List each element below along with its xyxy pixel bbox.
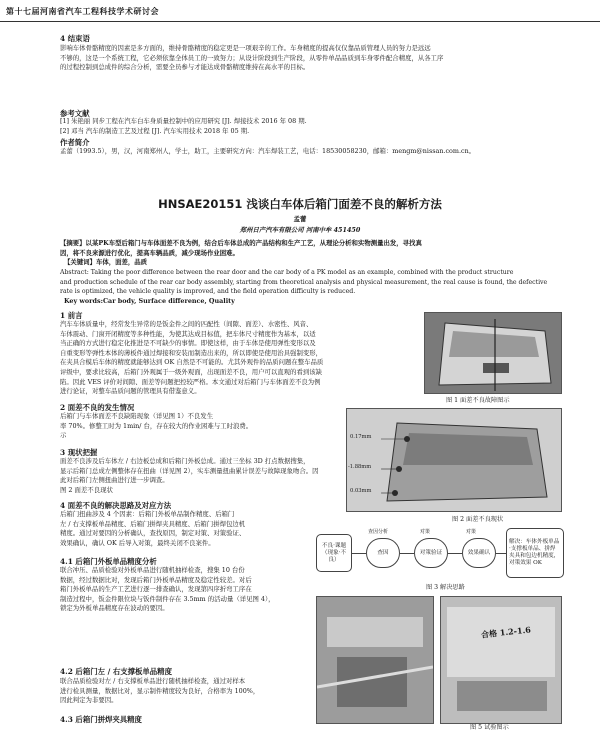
s42-heading: 4.2 后箱门左 / 右支撑板单品精度 — [60, 667, 172, 676]
flow-box-cause: 查因 — [366, 538, 400, 568]
flow-label: 对策 — [466, 529, 477, 535]
abstract-en — [60, 268, 560, 297]
keywords-cn: 【关键词】车体，面差，品质 — [64, 258, 148, 266]
running-header: 第十七届河南省汽车工程科技学术研讨会 — [6, 6, 159, 16]
conclusion-line: 影响车体骨骼精度的因素是多方面的，维持骨骼精度的稳定更是一项艰辛的工作。车身精度的提高仅仅靠品质管理人员的努力是远远 — [60, 44, 431, 52]
measurement-diagram — [347, 409, 561, 511]
figure-3-flow — [316, 528, 566, 578]
figure-5-photo — [440, 596, 562, 724]
body-line: 进行检具测量，数据比对，显示制件精度较为良好，合格率为 100%， — [60, 686, 260, 695]
conclusion-text — [60, 44, 560, 73]
article-author: 孟蕾 — [293, 215, 307, 223]
flow-box-problem: 不良·课题（现象·不良） — [316, 534, 352, 572]
body-line: 左 / 右支撑板单品精度、后箱门拼焊夹具精度、后箱门拼焊包边机 — [60, 519, 246, 528]
figure-1-caption: 图 1 面差不良故障图示 — [446, 397, 510, 404]
body-line: 率 70%。修整工时为 1min/ 台，存在较大的作业困难与工时浪费。 — [60, 421, 253, 430]
body-line: 进行论证，对整车品质问题的管理具有借鉴意义。 — [60, 387, 201, 396]
photo-annotation: 合格 1.2-1.6 — [480, 624, 532, 640]
flow-arrow — [496, 553, 506, 554]
flow-box-verify: 对策验证 — [414, 538, 448, 568]
s2-heading: 2 面差不良的发生情况 — [60, 403, 135, 412]
header-rule — [0, 21, 600, 22]
figure-2-caption: 图 2 面差不良现状 — [452, 516, 504, 523]
measure-label: 0.03mm — [350, 488, 372, 494]
abstract-line: 【摘要】以某PK车型后箱门与车体面差不良为例，结合后车体总成的产品结构和生产工艺，从理论分析和实物测量出发，寻找真 — [60, 239, 422, 247]
s3-heading: 3 现状把握 — [60, 448, 98, 457]
die-photo — [317, 597, 433, 723]
article-title: HNSAE20151 浅谈白车体后箱门面差不良的解析方法 — [158, 197, 442, 211]
body-line: 面差不良涉及后车体左 / 右边板总成和后箱门外板总成。通过三坐标 3D 打点数据搜集， — [60, 457, 310, 465]
body-line: 联合品质检验对左 / 右支撑板单品进行随机抽样检查，通过对样本 — [60, 677, 246, 685]
flow-box-solution: 解决：车体外板单品·支撑板单品、拼焊夹具和包边机精度，对策效果 OK — [506, 528, 564, 578]
conclusion-heading: 4 结束语 — [60, 34, 90, 43]
ref-item: [1] 朱艳丽 同步工程在汽车白车身质量控制中的应用研究 [J]. 焊接技术 2016 年 08 期. — [60, 117, 307, 125]
body-line: 图 2 面差不良现状 — [60, 485, 113, 494]
figure-5-caption: 图 5 试验图示 — [470, 724, 509, 731]
s41-body — [60, 566, 310, 614]
body-line: 显示后箱门总成左侧整体存在扭曲（详见图 2），实车测量扭曲累计误差与故障现象吻合。因 — [60, 466, 319, 475]
flow-arrow — [448, 553, 462, 554]
refs-list — [60, 117, 560, 136]
figure-3-caption: 图 3 解决思路 — [426, 584, 465, 591]
bio-heading: 作者简介 — [60, 138, 90, 147]
body-line: 陷。因此 VES 评价对间隙、面差等问题把控较严格。本文通过对后箱门与车体面差不良为例 — [60, 377, 321, 386]
body-line: 自重变形等弹性本体的薄板件通过焊接和安装而制造出来的，所以即使是使用治具强制变形， — [60, 348, 323, 357]
measure-label: -1.88mm — [348, 464, 372, 470]
body-line: 制造过程中，钣金件限位块与钣件制件存在 3.5mm 的活动量（详见图 4）， — [60, 594, 275, 603]
body-line: 在夹具合模后车体的精度就能够达到 OK 自然是不可能的。尤其外观件的品质问题在整车品质 — [60, 358, 324, 367]
body-line: 效果确认，确认 OK 后导入对策，最终关闭不良案件。 — [60, 538, 215, 547]
body-line: 因此判定为非要因。 — [60, 696, 118, 705]
test-photo — [441, 597, 561, 723]
body-line: 示 — [60, 431, 67, 440]
body-line: 车体震动、门窗开闭精度等多种性能，为使其达成目标值，把车体尺寸精度作为基本，以适 — [60, 329, 316, 338]
s1-heading: 1 前言 — [60, 311, 83, 320]
keywords-en: Key words:Car body, Surface difference, Quality — [64, 297, 235, 305]
figure-4-photo — [316, 596, 434, 724]
body-line: 此对后箱门左侧扭曲进行进一步调查。 — [60, 476, 169, 485]
s42-body — [60, 677, 310, 706]
abstract-en-line: Abstract: Taking the poor difference between the rear door and the car body of a PK model as an example, combined with the product structure — [60, 269, 514, 276]
body-line: 数据，经过数据比对，发现后箱门外板单品精度及稳定性较差。对后 — [60, 575, 252, 584]
conclusion-line: 的过程控制到总成件的综合分析，需要全员参与才能达成骨骼精度维持在高水平的目标。 — [60, 63, 310, 72]
body-line: 后箱门扭曲涉及 4 个因素：后箱门外板单品制作精度、后箱门 — [60, 510, 235, 518]
abstract-line: 因，将不良来源进行优化，提高车辆品质，减少现场作业困难。 — [60, 248, 239, 257]
measure-label: 0.17mm — [350, 434, 372, 440]
abstract-en-line: and production schedule of the rear car body assembly, starting from theoretical analysis and physical measurement, the real cause is found, the defective — [60, 278, 548, 286]
s1-body — [60, 320, 360, 397]
body-line: 箱门外板单品的生产工艺进行逐一排查确认，发现第四序折弯工序在 — [60, 585, 252, 594]
figure-1-photo — [424, 312, 562, 394]
figure-2-measurement — [346, 408, 562, 512]
ref-item: [2] 邓当 汽车的制造工艺及过程 [J]. 汽车实用技术 2018 年 05 期. — [60, 126, 250, 135]
refs-heading: 参考文献 — [60, 109, 90, 118]
conclusion-line: 不够的，这是一个系统工程，它必须依靠全体员工的一致努力；从设计阶段到生产阶段，从零件单品品质到车身零件配合精度，从各工序 — [60, 53, 444, 62]
s4-heading: 4 面差不良的解决思路及对应方法 — [60, 501, 172, 510]
flow-box-effect: 效果确认 — [462, 538, 496, 568]
body-line: 精度。通过对要因的分析确认，查找原因，制定对策、对策验证、 — [60, 529, 246, 538]
body-line: 汽车车体质量中，经常发生异常的是钣金件之间的匹配性（间隙、面差）、水密性、风音、 — [60, 320, 313, 328]
body-line: 当正确的方式进行稳定化推进是不可缺少的事情。即使这样，由于车体是使用弹性变形以及 — [60, 339, 316, 348]
s43-heading: 4.3 后箱门拼焊夹具精度 — [60, 715, 142, 724]
abstract-en-line: rate is optimized, the vehicle quality is improved, and the field operation difficulty is reduced. — [60, 288, 356, 296]
s4-body — [60, 510, 310, 548]
car-rear-photo — [425, 313, 561, 393]
s41-heading: 4.1 后箱门外板单品精度分析 — [60, 557, 157, 566]
flow-arrow — [352, 553, 366, 554]
abstract-cn — [60, 239, 560, 258]
author-bio: 孟蕾（1993.5），男，汉，河南郑州人，学士，助工，主要研究方向：汽车焊装工艺，电话：18530058230，邮箱：mengm@nissan.com.cn。 — [60, 147, 476, 155]
flow-label: 查因分析 — [368, 529, 389, 535]
body-line: 联合冲压、品质检验对外板单品进行随机抽样检查，搜集 10 台份 — [60, 566, 245, 574]
body-line: 后箱门与车体面差不良缺陷现象（详见图 1）不良发生 — [60, 412, 214, 420]
flow-label: 对策 — [420, 529, 431, 535]
body-line: 锁定为外板单品精度存在波动的要因。 — [60, 604, 169, 613]
flow-arrow — [400, 553, 414, 554]
s2-body — [60, 412, 360, 441]
article-affiliation: 郑州日产汽车有限公司 河南中牟 451450 — [239, 226, 361, 234]
body-line: 评级中，要求比较高，后箱门外观属于一级外观面，出现面差不良，用户可以直观的看到该缺 — [60, 367, 323, 376]
s3-body — [60, 457, 360, 495]
